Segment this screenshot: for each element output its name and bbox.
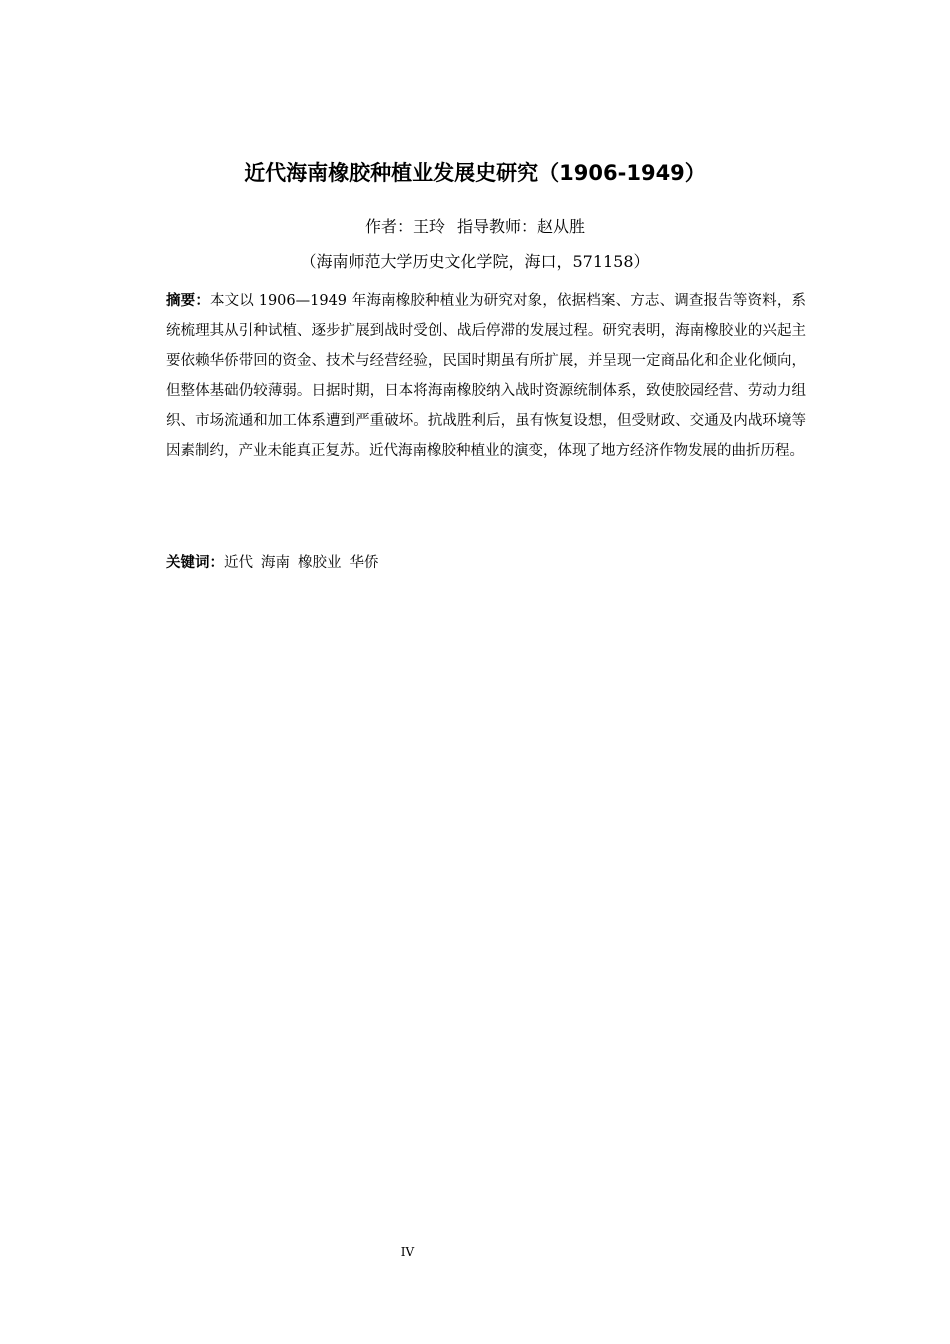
keyword: 橡胶业: [298, 555, 342, 571]
abstract-text: 本文以 1906—1949 年海南橡胶种植业为研究对象，依据档案、方志、调查报告等资料，系统梳理其从引种试植、逐步扩展到战时受创、战后停滞的发展过程。研究表明，海南橡胶业的兴起主要依赖华侨带回的资金、技术与经营经验，民国时期虽有所扩展，并呈现一定商品化和企业化倾向，但整体基础仍较薄弱。日据时期，日本将海南橡胶纳入战时资源统制体系，致使胶园经营、劳动力组织、市场流通和加工体系遭到严重破坏。抗战胜利后，虽有恢复设想，但受财政、交通及内战环境等因素制约，产业未能真正复苏。近代海南橡胶种植业的演变，体现了地方经济作物发展的曲折历程。: [166, 293, 806, 459]
keyword: 近代: [224, 555, 253, 571]
keywords: [166, 548, 806, 578]
affiliation: （海南师范大学历史文化学院，海口，571158）: [300, 252, 650, 271]
page-number: IV: [400, 1245, 415, 1259]
keyword: 华侨: [349, 555, 379, 571]
author-line: [0, 214, 950, 240]
author: 作者：王玲: [364, 217, 445, 236]
paper-title: 近代海南橡胶种植业发展史研究（1906-1949）: [244, 161, 706, 185]
advisor: 指导教师：赵从胜: [457, 217, 586, 236]
abstract-label: 摘要：: [166, 293, 210, 309]
keyword: 海南: [261, 555, 290, 571]
abstract: [166, 286, 806, 466]
keywords-label: 关键词：: [166, 555, 224, 571]
